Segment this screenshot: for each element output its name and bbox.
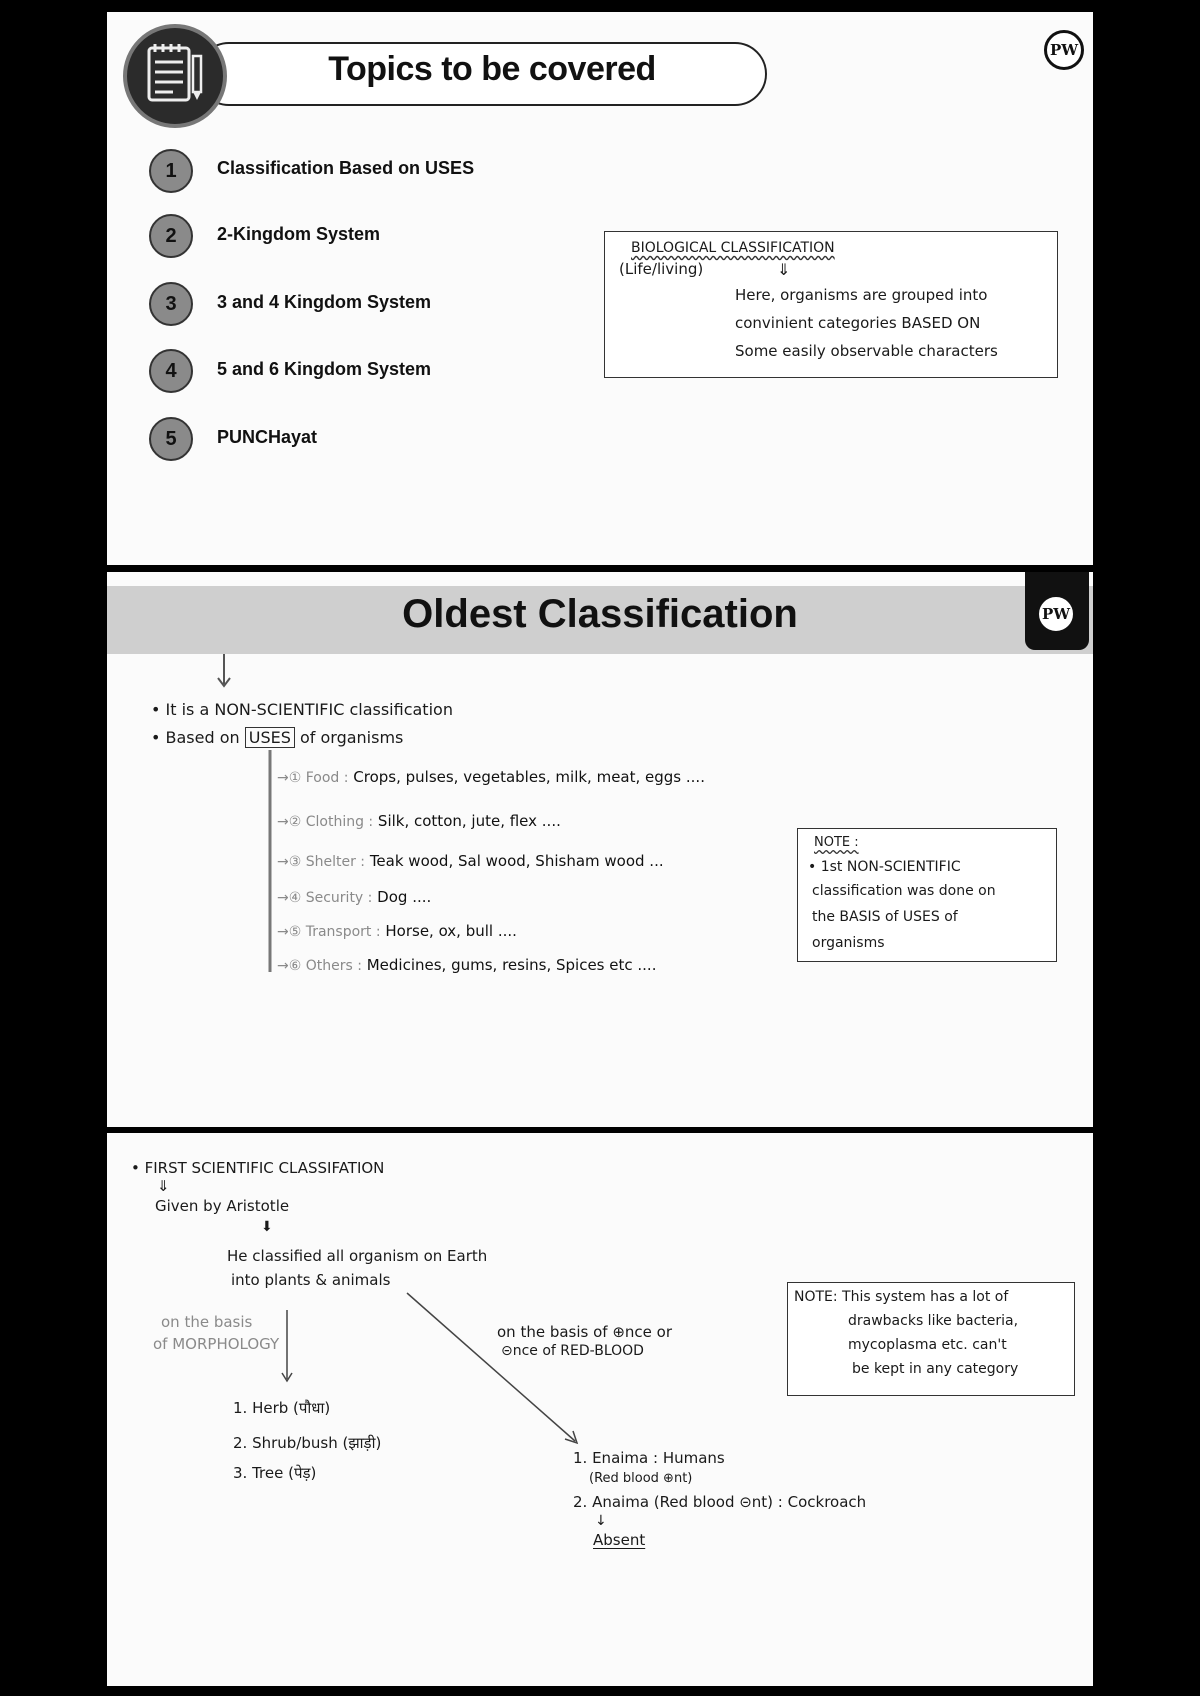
note-line: NOTE: This system has a lot of (794, 1289, 1009, 1305)
statement-line: He classified all organism on Earth (227, 1247, 488, 1265)
note-line: be kept in any category (852, 1361, 1019, 1377)
use-label: →⑤ Transport : (277, 924, 381, 940)
plant-item: 3. Tree (पेड़) (233, 1464, 317, 1482)
use-row (277, 956, 656, 974)
note-box (797, 828, 1057, 962)
bullet-text-part: of organisms (299, 728, 404, 747)
topic-number: 1 (149, 149, 193, 193)
basis-left: of MORPHOLOGY (153, 1335, 280, 1353)
use-row (277, 768, 705, 786)
slide-first-scientific-classification (107, 1133, 1093, 1686)
note-box (787, 1282, 1075, 1396)
down-arrow-icon: ↓ (595, 1513, 607, 1529)
given-by-text: Given by Aristotle (155, 1197, 290, 1215)
pw-logo-icon: PW (1036, 594, 1076, 634)
note-heading: NOTE : (814, 835, 859, 850)
page-title: Oldest Classification (402, 592, 798, 636)
use-label: →① Food : (277, 770, 349, 786)
note-line: Some easily observable characters (735, 342, 998, 360)
note-line: • 1st NON-SCIENTIFIC (808, 859, 961, 875)
use-row (277, 812, 561, 830)
plant-item: 1. Herb (पौधा) (233, 1399, 331, 1417)
down-arrow-icon: ⇓ (777, 260, 791, 279)
topic-number: 3 (149, 282, 193, 326)
basis-right: ⊝nce of RED-BLOOD (501, 1343, 644, 1359)
page-title: Topics to be covered (328, 50, 656, 88)
bullet-text: • It is a NON-SCIENTIFIC classification (151, 700, 453, 719)
bullet-text (151, 728, 403, 747)
use-value: Horse, ox, bull .... (385, 922, 517, 940)
use-value: Teak wood, Sal wood, Shisham wood ... (369, 852, 664, 870)
use-value: Silk, cotton, jute, flex .... (377, 812, 561, 830)
use-row (277, 888, 431, 906)
note-line: mycoplasma etc. can't (848, 1337, 1007, 1353)
topic-label: PUNCHayat (217, 427, 318, 447)
animal-item: 1. Enaima : Humans (573, 1449, 725, 1467)
topic-label: 5 and 6 Kingdom System (217, 359, 432, 379)
use-label: →④ Security : (277, 890, 373, 906)
use-value: Dog .... (377, 888, 432, 906)
use-label: →⑥ Others : (277, 958, 362, 974)
basis-left: on the basis (161, 1313, 253, 1331)
notepad-icon (123, 24, 227, 128)
topic-number: 2 (149, 214, 193, 258)
use-value: Crops, pulses, vegetables, milk, meat, eggs .... (353, 768, 705, 786)
section-heading: • FIRST SCIENTIFIC CLASSIFATION (131, 1159, 385, 1177)
topic-label: Classification Based on USES (217, 158, 475, 178)
topic-label: 2-Kingdom System (217, 224, 381, 244)
down-arrow-icon: ⬇ (261, 1219, 273, 1235)
note-line: organisms (812, 935, 885, 951)
animal-item-sub: (Red blood ⊕nt) (589, 1471, 693, 1486)
slide-oldest-classification (107, 572, 1093, 1127)
use-row (277, 852, 664, 870)
down-arrow-icon: ⇓ (157, 1177, 170, 1195)
definition-note-box (604, 231, 1058, 378)
use-label: →③ Shelter : (277, 854, 366, 870)
statement-line: into plants & animals (231, 1271, 391, 1289)
note-line: convinient categories BASED ON (735, 314, 981, 332)
topic-number: 5 (149, 417, 193, 461)
note-line: classification was done on (812, 883, 996, 899)
pw-logo-icon: PW (1044, 30, 1084, 70)
topic-number: 4 (149, 349, 193, 393)
animal-item: 2. Anaima (Red blood ⊝nt) : Cockroach (573, 1493, 867, 1511)
note-line: Here, organisms are grouped into (735, 286, 988, 304)
use-value: Medicines, gums, resins, Spices etc .... (366, 956, 657, 974)
bullet-text-part: • Based on (151, 728, 240, 747)
absent-text: Absent (593, 1531, 646, 1549)
slide-topics (107, 12, 1093, 565)
use-row (277, 922, 517, 940)
note-line: drawbacks like bacteria, (848, 1313, 1019, 1329)
boxed-word: USES (245, 727, 295, 748)
basis-right: on the basis of ⊕nce or (497, 1323, 673, 1341)
use-label: →② Clothing : (277, 814, 374, 830)
note-heading: BIOLOGICAL CLASSIFICATION (631, 240, 835, 256)
plant-item: 2. Shrub/bush (झाड़ी) (233, 1434, 382, 1452)
note-line: the BASIS of USES of (812, 909, 958, 925)
topic-label: 3 and 4 Kingdom System (217, 292, 432, 312)
note-subheading: (Life/living) (619, 260, 704, 278)
